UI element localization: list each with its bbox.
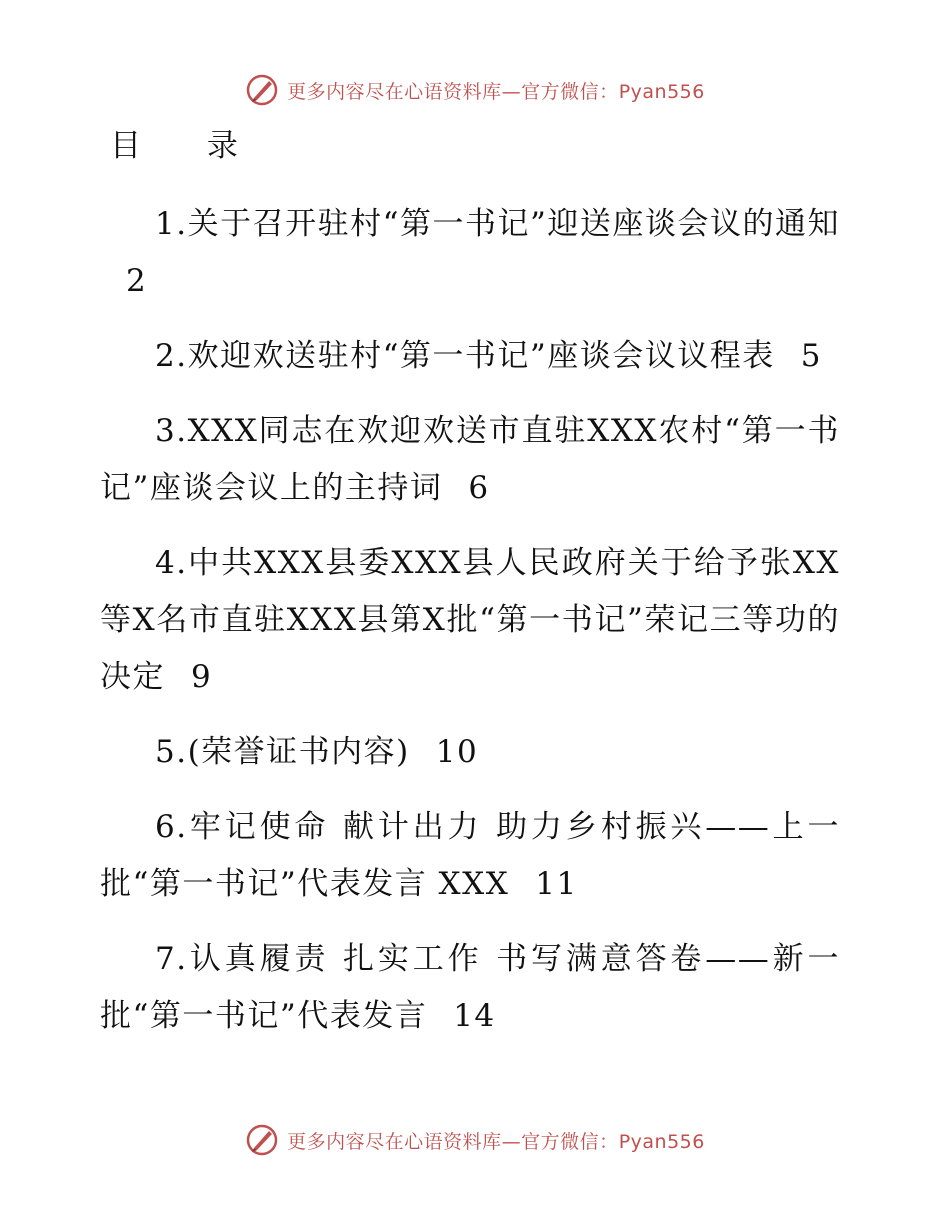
quill-pen-icon [245,73,279,107]
quill-pen-icon [245,1123,279,1157]
page-number: 6 [468,470,490,506]
toc-entry[interactable]: 4.中共XXX县委XXX县人民政府关于给予张XX等X名市直驻XXX县第X批“第一书记”荣记三等功的决定 9 [100,545,840,695]
toc-list [100,196,840,1063]
toc-entry[interactable]: 6.牢记使命 献计出力 助力乡村振兴——上一批“第一书记”代表发言 XXX 11 [100,809,840,902]
page-number: 5 [800,338,823,374]
watermark-banner-top [0,68,950,112]
toc-entry[interactable]: 7.认真履责 扎实工作 书写满意答卷——新一批“第一书记”代表发言 14 [100,941,840,1034]
toc-title: 目 录 [110,128,266,164]
toc-entry[interactable]: 2.欢迎欢送驻村“第一书记”座谈会议议程表 5 [155,338,823,374]
page-number: 9 [191,659,213,695]
page-number: 2 [126,263,148,299]
watermark-text: 更多内容尽在心语资料库—官方微信：Pyan556 [287,80,705,103]
toc-entry[interactable]: 5.(荣誉证书内容) 10 [155,734,479,770]
page-number: 10 [435,734,479,770]
page-number: 11 [535,866,578,902]
page-number: 14 [453,998,496,1034]
watermark-banner-bottom [0,1118,950,1162]
watermark-text: 更多内容尽在心语资料库—官方微信：Pyan556 [287,1130,705,1153]
toc-entry[interactable]: 3.XXX同志在欢迎欢送市直驻XXX农村“第一书记”座谈会议上的主持词 6 [100,413,840,506]
toc-entry[interactable]: 1.关于召开驻村“第一书记”迎送座谈会议的通知2 [126,206,840,299]
